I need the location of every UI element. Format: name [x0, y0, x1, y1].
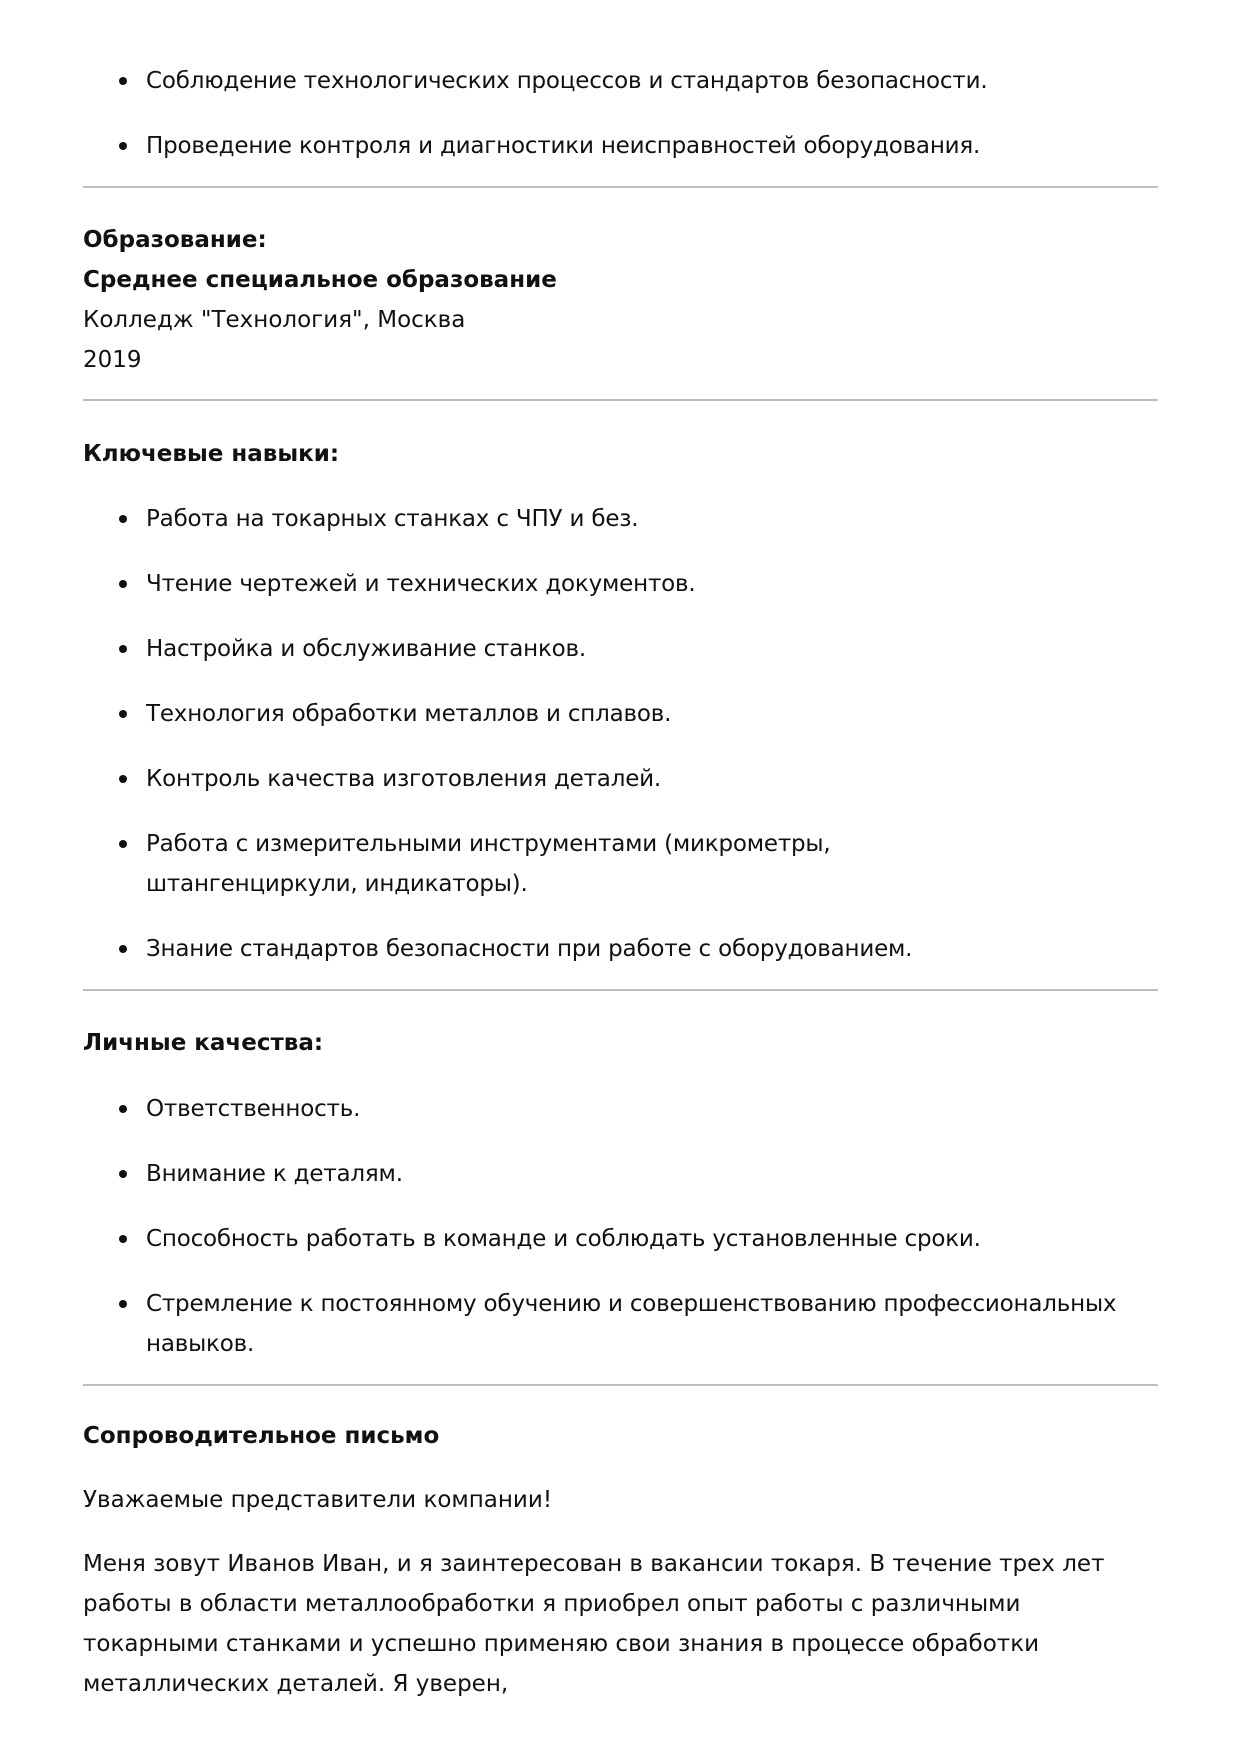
skills-section — [83, 434, 1158, 969]
skills-heading: Ключевые навыки: — [83, 441, 340, 467]
resume-page — [83, 0, 1158, 1704]
cover-letter-body: Меня зовут Иванов Иван, и я заинтересован в вакансии токаря. В течение трех лет работы в области металлообработки я приобрел опыт работы с различными токарными станками и успешно применяю свои знания в процессе обработки металлических деталей. Я уверен, — [83, 1551, 1105, 1697]
list-item: Соблюдение технологических процессов и стандартов безопасности. — [83, 61, 1158, 101]
list-item: Ответственность. — [83, 1089, 1123, 1129]
education-degree: Среднее специальное образование — [83, 267, 557, 293]
divider — [83, 1384, 1158, 1386]
personal-list — [83, 1089, 1123, 1364]
education-year: 2019 — [83, 347, 142, 373]
list-item: Технология обработки металлов и сплавов. — [83, 694, 1043, 734]
education-heading: Образование: — [83, 227, 267, 253]
personal-section — [83, 1023, 1158, 1364]
list-item: Контроль качества изготовления деталей. — [83, 759, 1043, 799]
list-item: Способность работать в команде и соблюдать установленные сроки. — [83, 1219, 1123, 1259]
list-item: Внимание к деталям. — [83, 1154, 1123, 1194]
responsibilities-list — [83, 61, 1158, 166]
education-section — [83, 220, 1158, 380]
list-item: Работа с измерительными инструментами (микрометры, штангенциркули, индикаторы). — [83, 824, 1043, 904]
divider — [83, 399, 1158, 401]
list-item: Проведение контроля и диагностики неисправностей оборудования. — [83, 126, 1158, 166]
list-item: Настройка и обслуживание станков. — [83, 629, 1043, 669]
divider — [83, 989, 1158, 991]
skills-list — [83, 499, 1043, 969]
list-item: Работа на токарных станках с ЧПУ и без. — [83, 499, 1043, 539]
personal-heading: Личные качества: — [83, 1030, 324, 1056]
cover-letter-section — [83, 1416, 1158, 1704]
list-item: Знание стандартов безопасности при работе с оборудованием. — [83, 929, 1043, 969]
education-institution: Колледж "Технология", Москва — [83, 307, 466, 333]
list-item: Чтение чертежей и технических документов. — [83, 564, 1043, 604]
cover-letter-heading: Сопроводительное письмо — [83, 1423, 440, 1449]
list-item: Стремление к постоянному обучению и совершенствованию профессиональных навыков. — [83, 1284, 1123, 1364]
divider — [83, 186, 1158, 188]
cover-letter-greeting: Уважаемые представители компании! — [83, 1487, 553, 1513]
